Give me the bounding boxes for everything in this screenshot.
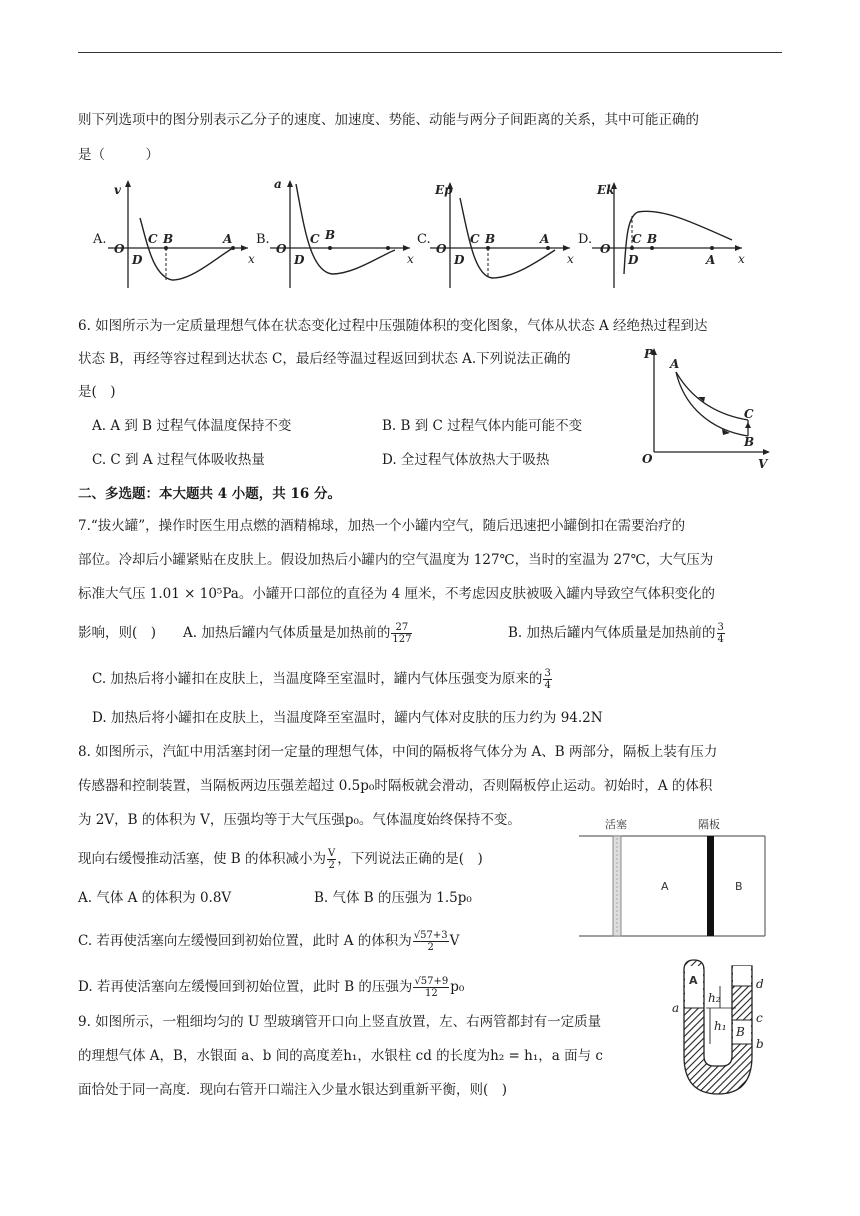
q9-line2: 的理想气体 A，B，水银面 a、b 间的高度差h₁，水银柱 cd 的长度为h₂ = h₁，a 面与 c [78,1048,603,1064]
graph-b-d: D [294,253,305,267]
graph-b-b: B [325,228,336,242]
q7-frac-c-den: 4 [544,680,551,691]
q8-option-c-fraction [413,930,449,953]
graph-b-acceleration [270,176,420,296]
q8-option-d [78,976,464,999]
q8-line1: 8. 如图所示，汽缸中用活塞封闭一定量的理想气体，中间的隔板将气体分为 A、B 两部分，隔板上装有压力 [78,744,718,760]
graph-b-origin: O [276,242,287,256]
q6-fig-p: P [644,347,654,361]
graph-b-ylabel: a [274,177,282,191]
q8-option-d-fraction [413,976,449,999]
q7-option-a-text: 影响，则( ) A. 加热后罐内气体质量是加热前的 [78,625,391,641]
q8-frac-c-den: 2 [427,942,434,953]
q6-line2: 状态 B，再经等容过程到达状态 C，最后经等温过程返回到状态 A.下列说法正确的 [78,351,571,367]
q6-option-b: B. B 到 C 过程气体内能可能不变 [382,418,583,434]
graph-a-x: x [248,252,255,266]
q9-fig-b-surface: b [756,1037,764,1051]
q8-fig-piston-label: 活塞 [605,818,627,831]
q8-line4 [78,848,483,871]
q8-line4-tail: ，下列说法正确的是( ) [337,851,483,867]
q9-line3: 面恰处于同一高度．现向右管开口端注入少量水银达到重新平衡，则( ) [78,1082,508,1098]
q5-option-d-label: D. [578,232,593,247]
q8-option-b: B. 气体 B 的压强为 1.5p₀ [314,890,472,906]
q8-fig-a: A [661,880,669,893]
q8-line2: 传感器和控制装置，当隔板两边压强差超过 0.5p₀时隔板就会滑动，否则隔板停止运动。初始时，A 的体积 [78,778,713,794]
q9-fig-c-surface: c [756,1011,763,1025]
q8-line4-text: 现向右缓慢推动活塞，使 B 的体积减小为 [78,851,327,867]
graph-c-c: C [470,232,480,246]
q7-option-b-fraction [717,622,725,645]
q7-option-a-fraction [391,622,412,645]
graph-c-potential-energy [430,176,580,296]
graph-a-d: D [132,253,143,267]
graph-c-b: B [485,232,496,246]
graph-d-kinetic-energy [592,176,752,296]
graph-d-origin: O [600,242,611,256]
q7-line4 [78,622,413,645]
q9-fig-gas-a: A [689,974,698,987]
graph-a-origin: O [114,242,125,256]
q7-frac-b-num: 3 [717,622,724,633]
q5-line2: 是（ ） [78,147,159,163]
graph-a-c: C [148,232,158,246]
q8-option-c-tail: V [449,933,460,949]
graph-d-b: B [647,232,658,246]
q8-line4-fraction [327,848,336,871]
q6-fig-c: C [744,407,754,421]
q5-option-c-label: C. [417,232,431,247]
section-2-heading: 二、多选题：本大题共 4 小题，共 16 分。 [78,486,341,502]
q6-line3: 是( ) [78,384,116,400]
header-rule [78,52,782,53]
q9-fig-d-surface: d [756,977,764,991]
q9-fig-h2: h₂ [708,991,721,1005]
q8-option-d-tail: p₀ [450,979,465,995]
graph-d-a: A [706,253,716,267]
graph-d-d: D [628,253,639,267]
q9-u-tube-diagram [670,958,770,1100]
q7-line1: 7.“拔火罐”，操作时医生用点燃的酒精棉球，加热一个小罐内空气，随后迅速把小罐倒扣在需要治疗的 [78,518,686,534]
graph-a-ylabel: v [114,183,121,197]
graph-c-origin: O [436,242,447,256]
q5-option-b-label: B. [256,232,270,247]
q7-frac-b-den: 4 [717,634,724,645]
graph-d-c: C [632,232,642,246]
q8-frac-c-num: √57+3 [413,930,448,941]
q9-fig-a-surface: a [672,1001,680,1015]
q9-fig-h1: h₁ [714,1019,727,1033]
q6-fig-b: B [744,435,755,449]
graph-a-a: A [223,232,233,246]
graph-b-c: C [310,232,320,246]
q8-frac4-den: 2 [328,860,335,871]
q8-fig-plate-label: 隔板 [698,818,720,831]
q7-option-b [508,622,726,645]
q6-line1: 6. 如图所示为一定质量理想气体在状态变化过程中压强随体积的变化图象，气体从状态 A 经绝热过程到达 [78,318,708,334]
q8-cylinder-diagram [575,814,775,942]
q6-fig-v: V [758,457,768,471]
q6-pv-diagram [640,344,780,470]
q9-fig-gas-b: B [736,1025,745,1039]
q7-line2: 部位。冷却后小罐紧贴在皮肤上。假设加热后小罐内的空气温度为 127℃，当时的室温为 27℃，大气压为 [78,552,714,568]
graph-c-a: A [540,232,550,246]
q6-option-d: D. 全过程气体放热大于吸热 [382,452,550,468]
q7-frac-a-num: 27 [391,622,412,634]
graph-d-ylabel: Ek [597,183,615,197]
graph-c-x: x [567,252,574,266]
q8-option-d-text: D. 若再使活塞向左缓慢回到初始位置，此时 B 的压强为 [78,979,413,995]
q6-option-a: A. A 到 B 过程气体温度保持不变 [92,418,292,434]
q8-frac4-num: V [328,848,336,859]
q8-frac-d-num: √57+9 [414,976,449,987]
graph-a-velocity [108,176,258,296]
q8-line3: 为 2V，B 的体积为 V，压强均等于大气压强p₀。气体温度始终保持不变。 [78,812,521,828]
graph-c-d: D [454,253,465,267]
q8-fig-b: B [735,880,743,893]
q7-option-c-text: C. 加热后将小罐扣在皮肤上，当温度降至室温时，罐内气体压强变为原来的 [92,671,543,687]
q7-option-c-fraction [543,668,551,691]
q8-option-c [78,930,459,953]
q7-line3: 标准大气压 1.01 × 10⁵Pa。小罐开口部位的直径为 4 厘米，不考虑因皮肤被吸入罐内导致空气体积变化的 [78,586,716,602]
graph-c-ylabel: Ep [435,183,453,197]
q8-option-c-text: C. 若再使活塞向左缓慢回到初始位置，此时 A 的体积为 [78,933,412,949]
graph-b-x: x [407,252,414,266]
q6-option-c: C. C 到 A 过程气体吸收热量 [92,452,265,468]
q5-option-a-label: A. [93,232,107,247]
q7-frac-c-num: 3 [544,668,551,679]
graph-d-x: x [738,252,745,266]
q6-fig-a: A [670,357,680,371]
q7-option-d: D. 加热后将小罐扣在皮肤上，当温度降至室温时，罐内气体对皮肤的压力约为 94.2N [92,710,603,726]
q8-option-a: A. 气体 A 的体积为 0.8V [78,890,232,906]
q9-line1: 9. 如图所示，一粗细均匀的 U 型玻璃管开口向上竖直放置，左、右两管都封有一定质量 [78,1014,602,1030]
graph-a-b: B [163,232,174,246]
q7-option-b-text: B. 加热后罐内气体质量是加热前的 [508,625,716,641]
q6-fig-o: O [642,452,653,466]
q7-frac-a-den: 127 [392,634,412,645]
q7-option-c [92,668,553,691]
q5-line1: 则下列选项中的图分别表示乙分子的速度、加速度、势能、动能与两分子间距离的关系，其中可能正确的 [78,112,699,128]
q8-frac-d-den: 12 [424,988,438,999]
